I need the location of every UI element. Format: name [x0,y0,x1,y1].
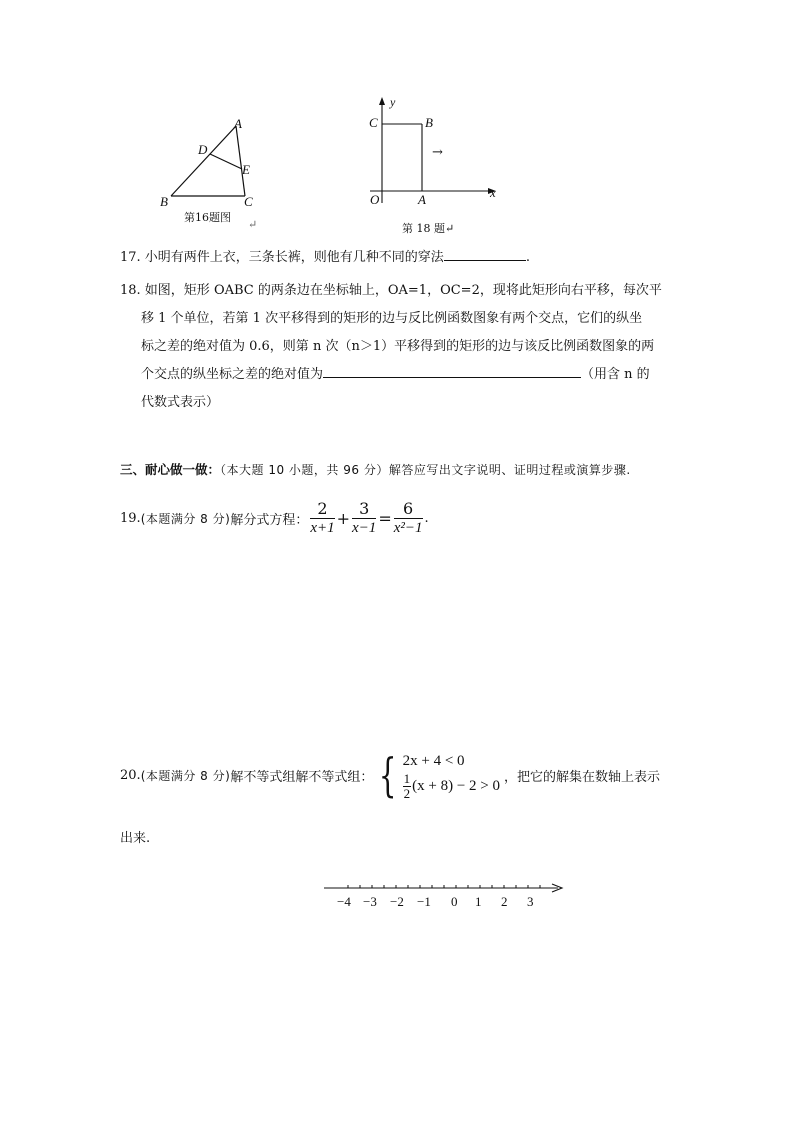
question-17-text: 17. 小明有两件上衣，三条长裤，则他有几种不同的穿法 [120,250,444,265]
inequality-system [373,750,500,801]
point-b-label: B [160,194,168,209]
fraction-3-denominator: x²−1 [393,519,423,536]
question-19-text: 解分式方程： [230,512,309,528]
tick-label: −2 [390,894,404,909]
question-19-end: . [424,510,429,526]
number-line [320,876,570,916]
question-18-line-1: 18. 如图，矩形 OABC 的两条边在坐标轴上，OA=1，OC=2，现将此矩形向右平移，每次平 [120,283,662,298]
point-c-label: C [244,194,253,209]
tick-label: 3 [527,894,534,909]
tick-label: −1 [417,894,431,909]
question-20-line-2: 出来. [120,831,151,846]
figure-18-caption: 第 18 题↵ [402,222,455,235]
question-20-after: ，把它的解集在数轴上表示 [504,769,661,785]
question-18-line-2: 移 1 个单位，若第 1 次平移得到的矩形的边与反比例函数图象有两个交点，它们的纵坐 [141,311,643,326]
inequality-1: 2x + 4 < 0 [402,752,465,769]
inequality-2-rest: (x + 8) − 2 > 0 [412,778,500,794]
question-20-score: (本题满分 8 分) [140,768,231,783]
fraction-2-denominator: x−1 [352,519,377,536]
point-o-label: O [370,192,380,207]
fraction-1-numerator: 2 [310,500,334,519]
equals-sign: = [378,508,392,528]
section-3-heading [120,460,631,478]
axis-x-label: x [490,185,496,200]
half-denominator: 2 [403,785,411,801]
tick-label: 0 [451,894,458,909]
half-fraction [403,772,412,801]
figure-18 [360,95,510,235]
fraction-2 [352,500,376,537]
half-numerator: 1 [403,770,411,786]
answer-blank-17[interactable] [444,246,526,261]
left-brace: { [379,748,397,802]
point-a-label: A [234,116,242,131]
fraction-1-denominator: x+1 [310,519,335,536]
question-20-text: 解不等式组解不等式组： [230,769,374,785]
point-d-label: D [198,142,208,157]
tick-label: 1 [475,894,482,909]
paragraph-mark: ↵ [248,218,258,231]
question-17 [120,244,530,272]
question-18-line-4 [120,361,680,389]
question-20-number: 20. [120,767,141,783]
number-line-labels [320,894,570,912]
question-19-score: (本题满分 8 分) [140,511,231,526]
point-b-label: B [425,115,433,130]
fraction-3-numerator: 6 [394,500,423,519]
question-18 [120,277,680,417]
tick-label: −3 [363,894,377,909]
answer-blank-18[interactable] [323,363,581,378]
section-3-title: 三、耐心做一做： [120,462,221,477]
coordinate-diagram [360,95,510,235]
fraction-2-numerator: 3 [352,500,376,519]
tick-label: −4 [337,894,351,909]
question-18-line-5: 代数式表示） [141,395,220,410]
plus-sign: + [336,508,351,528]
number-line-axis [320,876,570,896]
question-19-number: 19. [120,510,141,526]
tick-label: 2 [501,894,508,909]
point-c-label: C [369,115,378,130]
point-e-label: E [242,162,250,177]
figure-16-caption: 第16题图 [184,211,231,224]
question-18-line-4-end: （用含 n 的 [581,367,650,382]
section-3-desc: （本大题 10 小题，共 96 分）解答应写出文字说明、证明过程或演算步骤. [220,463,631,477]
right-arrow-icon: → [432,145,443,160]
fraction-3 [394,500,423,537]
figure-16 [150,112,270,230]
question-18-line-4-start: 个交点的纵坐标之差的绝对值为 [141,367,324,382]
fraction-1 [310,500,334,537]
inequality-lines [403,750,500,801]
axis-y-label: y [390,95,396,109]
question-17-end: . [525,250,530,265]
inequality-2 [403,772,500,801]
point-a-label: A [418,192,426,207]
question-19 [120,496,429,540]
question-18-line-3: 标之差的绝对值为 0.6，则第 n 次（n＞1）平移得到的矩形的边与该反比例函数图象的两 [141,339,655,354]
question-20 [120,744,680,806]
